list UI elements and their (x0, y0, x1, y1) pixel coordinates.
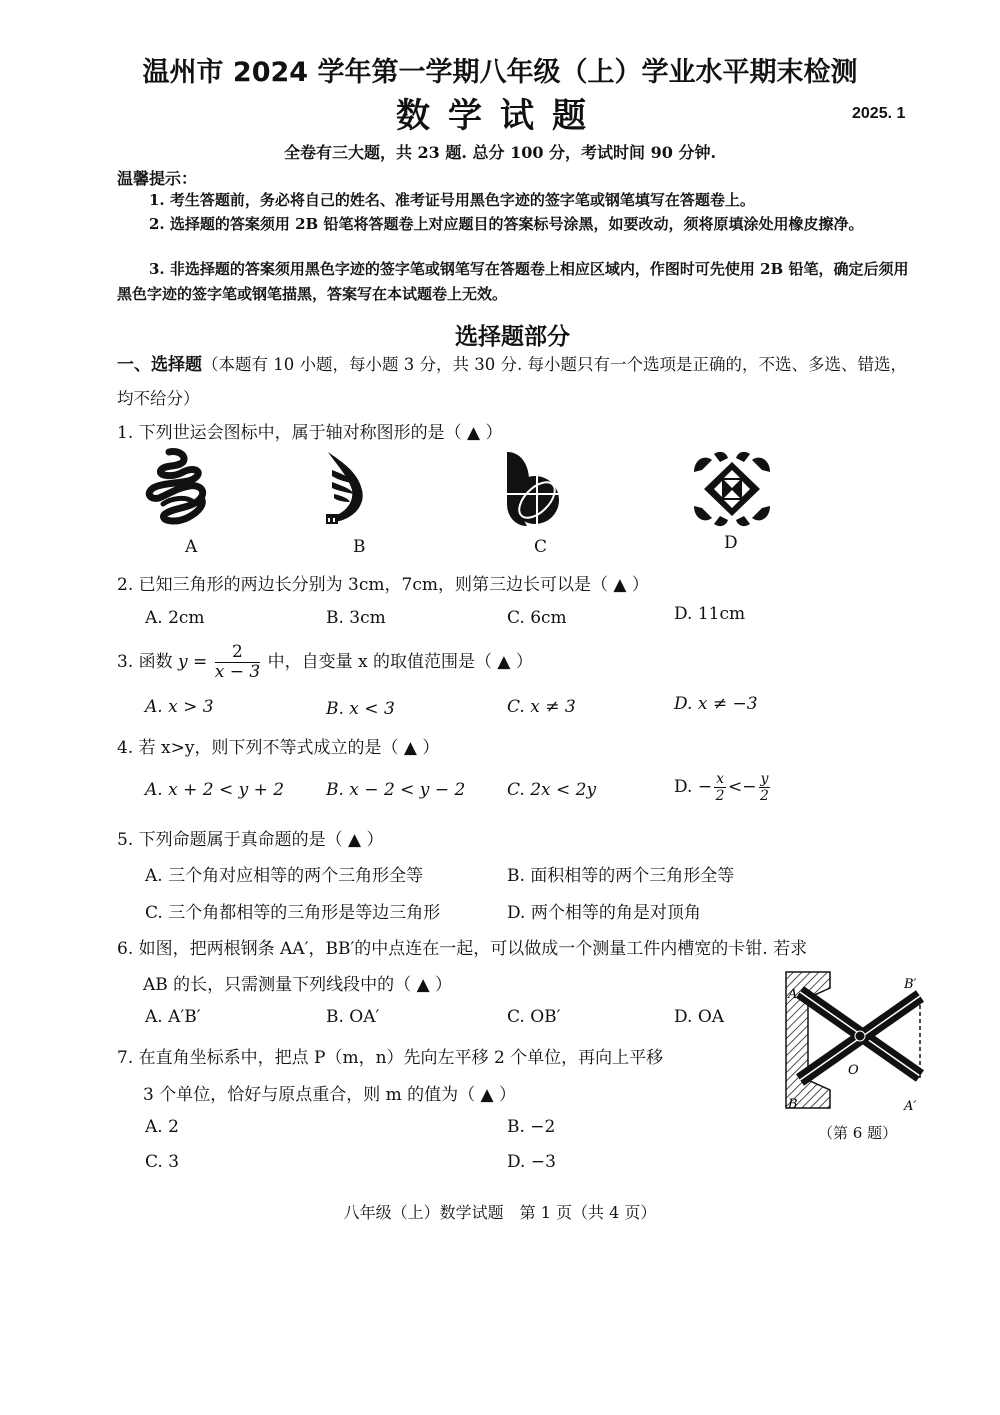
label-a: A (788, 987, 798, 1002)
option-c: C. 三个角都相等的三角形是等边三角形 (145, 903, 441, 923)
part-heading (117, 348, 917, 415)
label-b-prime: B′ (904, 977, 917, 992)
fraction-numerator: y (760, 771, 769, 787)
fraction-denominator: x − 3 (214, 662, 261, 682)
question-number: 5. (117, 830, 134, 850)
option-d: D. OA (674, 1007, 725, 1027)
page-footer: 八年级（上）数学试题 第 1 页（共 4 页） (343, 1203, 657, 1222)
question-7 (117, 1043, 663, 1068)
option-b: B. x − 2 < y − 2 (326, 780, 466, 800)
question-number: 2. (117, 575, 134, 595)
option-d: D. 两个相等的角是对顶角 (507, 903, 701, 923)
option-d: D. −3 (507, 1152, 556, 1172)
question-stem: 下列世运会图标中，属于轴对称图形的是（ ▲ ） (138, 423, 503, 443)
question-6-line2: AB 的长，只需测量下列线段中的（ ▲ ） (143, 975, 453, 995)
option-b: B. −2 (507, 1117, 556, 1137)
option-d: D. − $\frac{x}{2}$ <− $\frac{y}{2}$ (674, 771, 769, 804)
label-o: O (848, 1063, 859, 1078)
option-b: B. OA′ (326, 1007, 380, 1027)
question-2 (117, 570, 649, 595)
option-c: C. 2x < 2y (507, 780, 597, 800)
section-title: 选择题部分 (455, 324, 570, 350)
option-d: D. x ≠ −3 (674, 694, 758, 714)
part-lead: 一、选择题 (117, 355, 202, 375)
fraction-x-over-2 (714, 772, 726, 803)
pivot-o (855, 1031, 865, 1041)
wing-logo-icon (322, 450, 372, 528)
option-b: B. 面积相等的两个三角形全等 (507, 866, 735, 886)
question-6 (117, 934, 807, 959)
part-description: （本题有 10 小题，每小题 3 分，共 30 分. 每小题只有一个选项是正确的，不选、多选、错选，均不给分） (117, 355, 907, 408)
question-number: 1. (117, 423, 134, 443)
question-number: 7. (117, 1048, 134, 1068)
option-d-label: D. (674, 777, 693, 797)
question-number: 3. (117, 652, 134, 672)
fraction-denominator: 2 (715, 788, 725, 804)
fraction-denominator: 2 (760, 788, 769, 804)
option-b: B. x < 3 (326, 699, 395, 719)
question-1 (117, 418, 503, 443)
tip-item-1: 1. 考生答题前，务必将自己的姓名、准考证号用黑色字迹的签字笔或钢笔填写在答题卷上。 (149, 191, 755, 209)
question-stem-post: 中，自变量 x 的取值范围是（ ▲ ） (267, 652, 533, 672)
fraction-numerator: 2 (215, 644, 260, 663)
formula-fraction (215, 644, 260, 681)
question-stem-line1: 在直角坐标系中，把点 P（m，n）先向左平移 2 个单位，再向上平移 (138, 1048, 664, 1068)
label-a-prime: A′ (904, 1099, 917, 1114)
option-a: A. x + 2 < y + 2 (145, 780, 285, 800)
question-stem: 若 x>y，则下列不等式成立的是（ ▲ ） (138, 738, 440, 758)
option-a: A. 三个角对应相等的两个三角形全等 (145, 866, 424, 886)
option-d: D. 11cm (674, 604, 746, 624)
figure-6-caption: （第 6 题） (818, 1124, 898, 1142)
figure-label-b: B (353, 537, 366, 557)
caliper-figure (780, 968, 930, 1118)
question-stem-line1: 如图，把两根钢条 AA′，BB′的中点连在一起，可以做成一个测量工件内槽宽的卡钳. 若求 (138, 939, 808, 959)
figure-label-a: A (185, 537, 198, 557)
exam-subject-title: 数学试题 (396, 96, 604, 136)
tip-item-2: 2. 选择题的答案须用 2B 铅笔将答题卷上对应题目的答案标号涂黑，如要改动，须将原填涂处用橡皮擦净。 (149, 215, 864, 233)
option-b: B. 3cm (326, 608, 386, 628)
formula-lhs: y = (178, 652, 208, 672)
option-c: C. 3 (145, 1152, 180, 1172)
diamond-pattern-logo-icon (692, 450, 772, 528)
option-c: C. 6cm (507, 608, 567, 628)
figure-label-d: D (724, 533, 738, 553)
option-c: C. x ≠ 3 (507, 697, 576, 717)
option-c: C. OB′ (507, 1007, 561, 1027)
exam-date: 2025. 1 (852, 105, 906, 122)
fraction-y-over-2 (759, 772, 771, 803)
question-3 (117, 644, 533, 681)
fraction-numerator: x (716, 771, 724, 787)
label-b: B (788, 1097, 798, 1112)
exam-title: 温州市 2024 学年第一学期八年级（上）学业水平期末检测 (142, 57, 858, 88)
exam-summary: 全卷有三大题，共 23 题. 总分 100 分，考试时间 90 分钟. (283, 143, 717, 162)
option-a: A. 2 (145, 1117, 179, 1137)
question-4 (117, 733, 439, 758)
question-stem-pre: 函数 (138, 652, 173, 672)
tip-item-3: 3. 非选择题的答案须用黑色字迹的签字笔或钢笔写在答题卷上相应区域内，作图时可先使用 2B 铅笔，确定后须用黑色字迹的签字笔或钢笔描黑，答案写在本试题卷上无效。 (117, 260, 909, 303)
figure-label-c: C (534, 537, 548, 557)
option-a: A. x > 3 (145, 697, 214, 717)
option-a: A. A′B′ (145, 1007, 201, 1027)
question-stem: 已知三角形的两边长分别为 3cm，7cm，则第三边长可以是（ ▲ ） (138, 575, 649, 595)
tips-heading: 温馨提示： (117, 169, 198, 188)
question-7-line2: 3 个单位，恰好与原点重合，则 m 的值为（ ▲ ） (143, 1085, 517, 1105)
question-5 (117, 825, 384, 850)
question-number: 4. (117, 738, 134, 758)
option-a: A. 2cm (145, 608, 205, 628)
question-number: 6. (117, 939, 134, 959)
leaf-ball-logo-icon (505, 450, 565, 528)
question-stem: 下列命题属于真命题的是（ ▲ ） (138, 830, 384, 850)
calligraphy-logo-icon (143, 448, 213, 526)
